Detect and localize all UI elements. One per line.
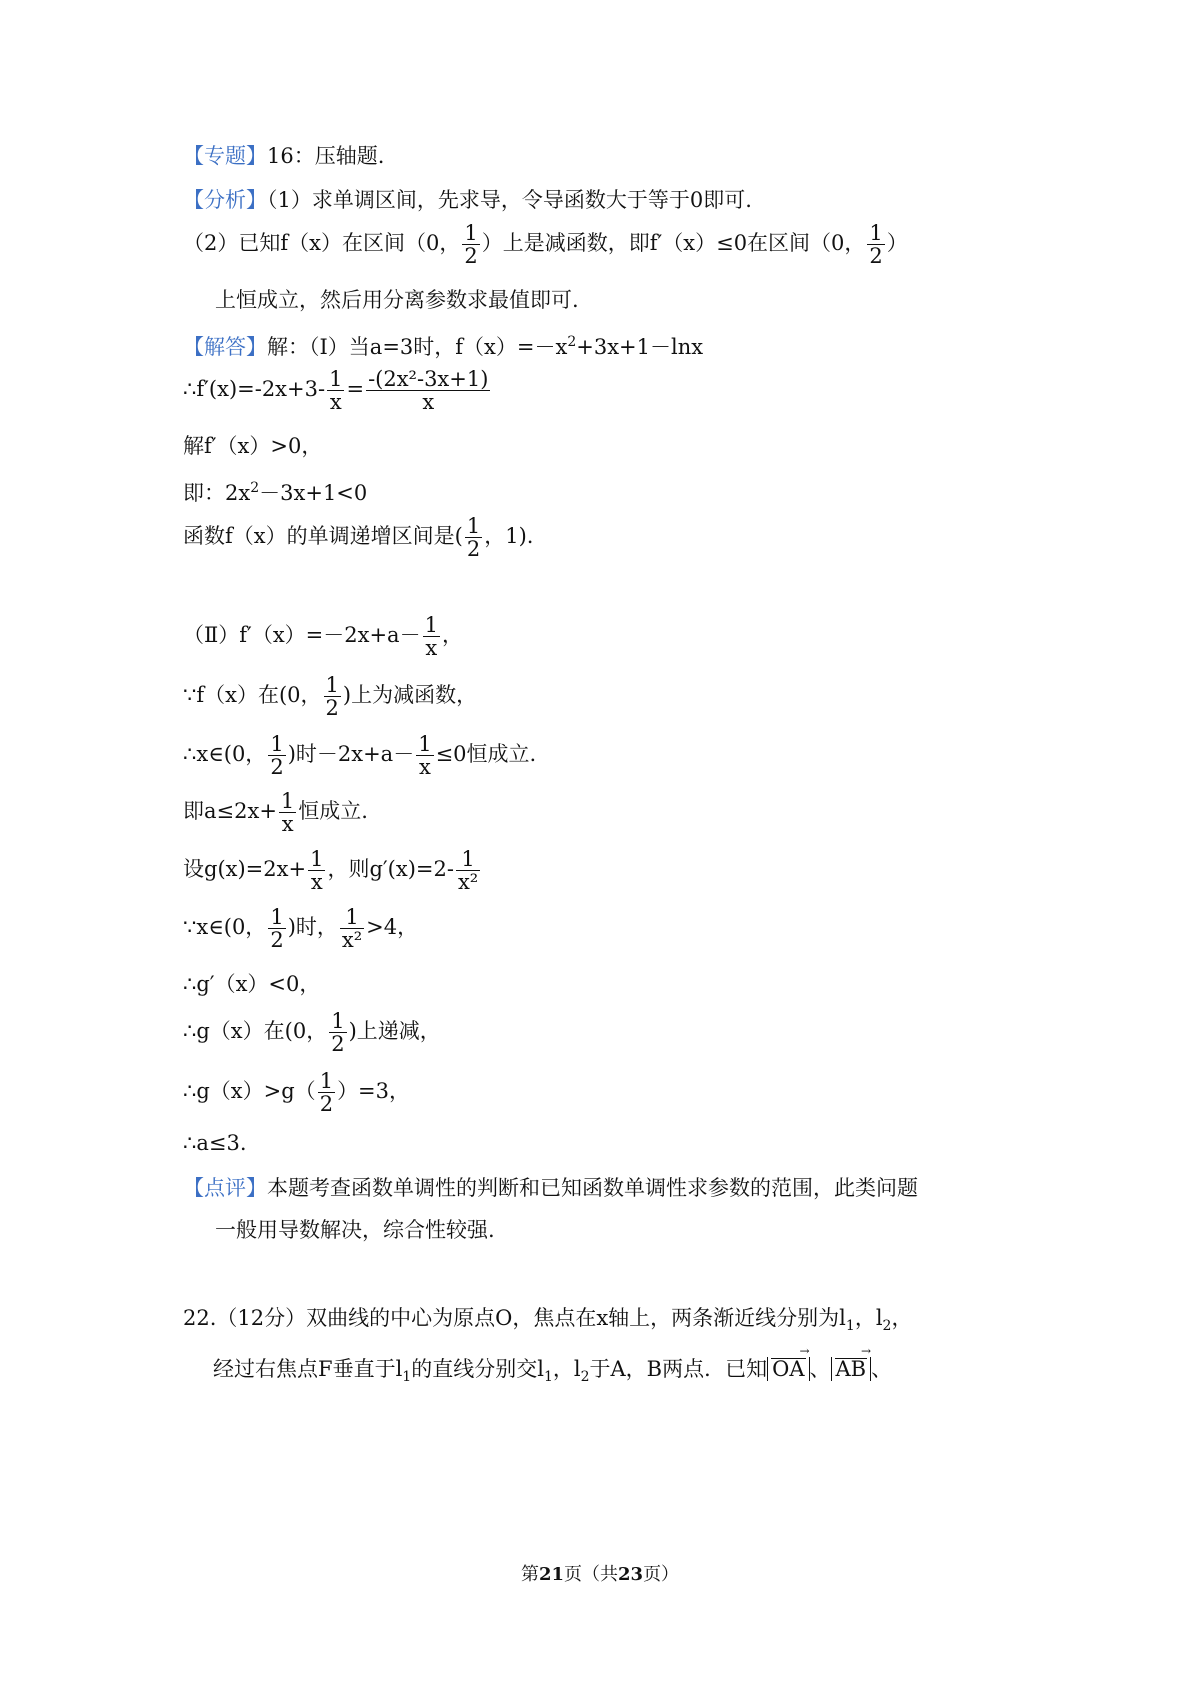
fenxi-line2 [183,222,908,267]
jieda-line4 [183,481,367,504]
vector-oa: OA → [771,1358,805,1380]
vector-ab-abs [831,1357,872,1381]
fraction-half [867,222,884,267]
part2-text6d: >4， [366,915,419,940]
fraction-half [465,515,482,560]
part2-text3d: ≤0恒成立. [435,742,537,767]
fenxi-text3: 上恒成立，然后用分离参数求最值即可. [215,288,579,312]
fraction-half [268,906,285,951]
jieda-line1 [183,335,703,358]
frac-num: 1 [418,732,432,756]
q22-sep: 、 [809,1357,831,1381]
fraction-half [462,222,479,267]
vector-ab: AB → [835,1358,868,1380]
fraction-half [329,1010,346,1055]
page-footer [0,1560,1200,1586]
fraction-half [318,1070,335,1115]
frac-den: 2 [331,1032,345,1057]
part2-line6 [183,906,418,951]
dianping-text1: 本题考查函数单调性的判断和已知函数单调性求参数的范围，此类问题 [267,1176,918,1200]
dianping-text2: 一般用导数解决，综合性较强. [215,1218,495,1242]
part2-text1a: （Ⅱ）f′（x）=－2x+a－ [183,623,421,648]
frac-den: 2 [466,537,481,562]
part2-text9a: ∴g（x）>g（ [183,1079,316,1104]
fraction-1-over-x [416,733,433,778]
q22-end: 、 [871,1357,893,1381]
q22-text1a: 22.（12分）双曲线的中心为原点O，焦点在x轴上，两条渐近线分别为l [183,1306,846,1330]
part2-line9 [183,1070,410,1115]
footer-page-number: 21 [538,1564,564,1585]
jieda-tag: 【解答】 [183,335,267,359]
zhuanti-tag: 【专题】 [183,144,267,168]
part2-text9b: ）=3， [337,1079,411,1104]
frac-num: 1 [464,221,478,245]
frac-num: 1 [270,732,284,756]
fenxi-text2b: ）上是减函数，即f′（x）≤0在区间（0， [481,231,866,256]
part2-text4b: 恒成立. [298,799,368,824]
frac-den: x [327,390,344,413]
subscript: 1 [402,1369,412,1386]
fenxi-text1: （1）求单调区间，先求导，令导函数大于等于0即可. [267,188,752,212]
part2-text4a: 即a≤2x+ [183,799,277,824]
frac-den: 2 [319,1092,334,1117]
frac-num: 1 [325,673,339,697]
part2-text8c: )上递减， [348,1019,441,1044]
jieda-text5b: ( [454,524,463,549]
part2-line10 [183,1133,247,1154]
part2-line4 [183,790,368,835]
part2-line1 [183,614,463,659]
fenxi-tag: 【分析】 [183,188,267,212]
fraction-derivative [366,368,490,413]
jieda-text1a: 解：（Ⅰ）当a=3时，f（x）=－x [267,335,568,359]
part2-text7: ∴g′（x）<0， [183,972,321,996]
part2-text8b: (0， [284,1019,328,1044]
jieda-text4a: 即：2x [183,481,251,505]
zhuanti-line [183,146,384,167]
footer-total-pages: 23 [618,1564,644,1585]
subscript: 1 [543,1369,553,1386]
dianping-line2 [215,1220,495,1241]
part2-text5a: 设g(x)=2x+ [183,857,307,882]
frac-den: 2 [325,696,339,721]
jieda-text2b: = [346,377,365,402]
part2-text2b: (0， [278,683,322,708]
vector-oa-abs [767,1357,809,1381]
jieda-line5 [183,515,533,560]
frac-num: -(2x²-3x+1) [368,367,489,391]
question22-line2 [213,1358,892,1384]
frac-num: 1 [270,905,284,929]
question22-line1 [183,1308,912,1333]
frac-den: x [366,390,490,413]
part2-text2a: ∵f（x）在 [183,683,279,708]
footer-text-c: 页） [643,1564,680,1585]
frac-num: 1 [280,789,295,813]
part2-text3b: (0， [223,742,267,767]
jieda-text5a: 函数f（x）的单调递增区间是 [183,524,455,549]
fenxi-line1 [183,190,752,211]
frac-den: x [416,755,433,778]
fraction-1-over-x [279,790,296,835]
jieda-line2 [183,368,492,413]
q22-text2d: 于A，B两点．已知 [589,1357,768,1381]
q22-text2b: 的直线分别交l [411,1357,544,1381]
part2-text6b: (0， [223,915,267,940]
q22-text1c: ， [891,1306,913,1330]
superscript: 2 [567,334,577,350]
part2-line3 [183,733,536,778]
fraction-1-over-x [423,614,440,659]
fenxi-text2a: （2）已知f（x）在区间（0， [183,231,461,256]
jieda-line3 [183,436,322,457]
frac-den: x [279,812,296,835]
jieda-text5c: ，1). [484,524,534,549]
frac-den: x² [341,928,363,953]
jieda-text2a: ∴f′(x)=-2x+3- [183,377,326,402]
frac-num: 1 [310,847,324,871]
frac-den: x [308,870,325,893]
jieda-text3: 解f′（x）>0， [183,434,323,458]
frac-den: x² [457,870,479,895]
jieda-text1b: +3x+1－lnx [576,335,704,359]
part2-text8a: ∴g（x）在 [183,1019,285,1044]
part2-text3c: )时－2x+a－ [287,742,415,767]
frac-num: 1 [319,1069,334,1093]
part2-text6a: ∵x∈ [183,915,224,940]
part2-text10: ∴a≤3. [183,1131,247,1155]
part2-line8 [183,1010,441,1055]
fraction-1-over-x [308,848,325,893]
frac-den: 2 [869,244,883,269]
frac-den: 2 [270,755,284,780]
fenxi-text2c: ） [886,231,908,256]
dianping-tag: 【点评】 [183,1176,267,1200]
frac-num: 1 [345,905,359,929]
frac-num: 1 [331,1009,345,1033]
part2-line5 [183,848,482,893]
frac-num: 1 [461,847,475,871]
q22-text1b: ，l [854,1306,883,1330]
part2-text5b: ，则g′(x)=2- [327,857,454,882]
frac-num: 1 [424,613,438,637]
subscript: 2 [882,1318,892,1335]
q22-text2c: ，l [552,1357,581,1381]
part2-line2 [183,674,477,719]
superscript: 2 [250,480,260,496]
fraction-1-over-x2 [340,906,364,951]
part2-text1b: ， [441,623,463,648]
part2-text3a: ∴x∈ [183,742,224,767]
subscript: 2 [580,1369,590,1386]
dianping-line1 [183,1178,918,1199]
subscript: 1 [845,1318,855,1335]
zhuanti-text: 16：压轴题. [267,144,385,168]
part2-text2c: )上为减函数， [342,683,478,708]
part2-line7 [183,974,320,995]
fraction-1-over-x2 [456,848,480,893]
frac-den: 2 [464,244,478,269]
frac-num: 1 [466,514,481,538]
fraction-1-over-x [327,368,344,413]
frac-den: 2 [270,928,284,953]
fenxi-line3 [215,290,579,311]
frac-den: x [423,636,440,659]
q22-text2a: 经过右焦点F垂直于l [213,1357,403,1381]
footer-text-a: 第 [520,1564,539,1585]
footer-text-b: 页（共 [564,1564,618,1585]
jieda-text4b: －3x+1<0 [259,481,368,505]
part2-text6c: )时， [287,915,338,940]
frac-num: 1 [869,221,883,245]
fraction-half [268,733,285,778]
frac-num: 1 [329,367,343,391]
fraction-half [324,674,341,719]
